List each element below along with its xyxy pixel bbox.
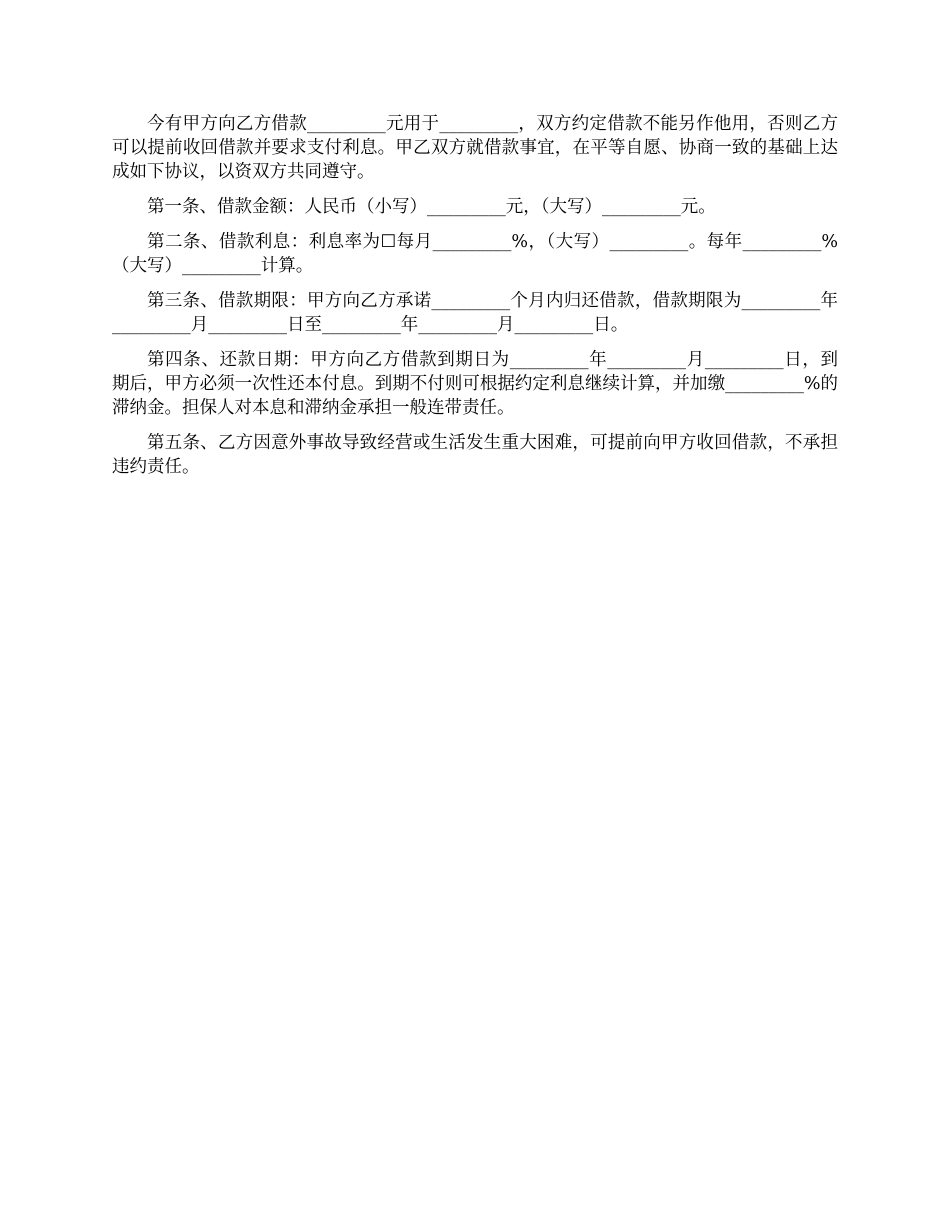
paragraph-article-4-repayment-date: 第四条、还款日期：甲方向乙方借款到期日为_________年_________月_________日，到期后，甲方必须一次性还本付息。到期不付则可根据约定利息继续计算，并加缴_________%的滞纳金。担保人对本息和滞纳金承担一般连带责任。	[112, 350, 838, 418]
document-body	[112, 112, 838, 490]
paragraph-article-3-loan-term: 第三条、借款期限：甲方向乙方承诺_________个月内归还借款，借款期限为_________年_________月_________日至_________年_________月_________日。	[112, 291, 838, 335]
paragraph-intro: 今有甲方向乙方借款_________元用于_________，双方约定借款不能另作他用，否则乙方可以提前收回借款并要求支付利息。甲乙双方就借款事宜，在平等自愿、协商一致的基础上达成如下协议，以资双方共同遵守。	[112, 114, 838, 182]
paragraph-article-1-loan-amount: 第一条、借款金额：人民币（小写）_________元，（大写）_________元。	[147, 197, 716, 217]
paragraph-article-2-interest: 第二条、借款利息：利息率为☐每月_________%，（大写）_________。每年_________%（大写）_________计算。	[112, 232, 838, 276]
paragraph-article-5-early-recall: 第五条、乙方因意外事故导致经营或生活发生重大困难，可提前向甲方收回借款，不承担违约责任。	[112, 433, 838, 477]
